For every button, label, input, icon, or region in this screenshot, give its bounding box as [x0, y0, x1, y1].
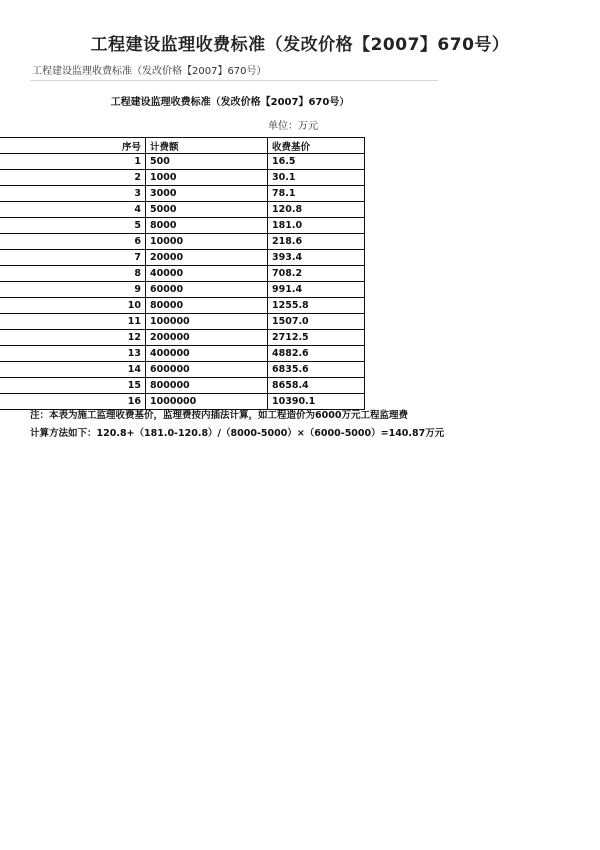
cell-amount: 200000 — [146, 330, 268, 346]
cell-price: 10390.1 — [268, 394, 365, 410]
cell-number: 14 — [0, 362, 146, 378]
table-row — [0, 154, 365, 170]
cell-amount: 20000 — [146, 250, 268, 266]
cell-amount: 1000 — [146, 170, 268, 186]
column-header-price: 收费基价 — [268, 138, 365, 154]
cell-price: 8658.4 — [268, 378, 365, 394]
cell-price: 120.8 — [268, 202, 365, 218]
table-row — [0, 314, 365, 330]
cell-number: 8 — [0, 266, 146, 282]
table-row — [0, 378, 365, 394]
column-header-number: 序号 — [0, 138, 146, 154]
page-title: 工程建设监理收费标准（发改价格【2007】670号） — [90, 35, 510, 55]
table-row — [0, 218, 365, 234]
divider — [30, 80, 438, 81]
cell-amount: 400000 — [146, 346, 268, 362]
cell-price: 393.4 — [268, 250, 365, 266]
cell-amount: 600000 — [146, 362, 268, 378]
cell-price: 1507.0 — [268, 314, 365, 330]
table-row — [0, 202, 365, 218]
fee-table-container — [0, 137, 378, 410]
cell-price: 4882.6 — [268, 346, 365, 362]
table-row — [0, 330, 365, 346]
cell-price: 78.1 — [268, 186, 365, 202]
column-header-amount: 计费额 — [146, 138, 268, 154]
cell-amount: 1000000 — [146, 394, 268, 410]
cell-number: 15 — [0, 378, 146, 394]
cell-amount: 40000 — [146, 266, 268, 282]
table-body — [0, 154, 365, 410]
table-row — [0, 298, 365, 314]
cell-number: 6 — [0, 234, 146, 250]
note-line-2: 计算方法如下：120.8+（181.0-120.8）/（8000-5000）×（6000-5000）=140.87万元 — [30, 428, 445, 439]
cell-number: 1 — [0, 154, 146, 170]
table-row — [0, 346, 365, 362]
cell-number: 2 — [0, 170, 146, 186]
cell-amount: 8000 — [146, 218, 268, 234]
cell-price: 16.5 — [268, 154, 365, 170]
cell-number: 4 — [0, 202, 146, 218]
cell-number: 12 — [0, 330, 146, 346]
table-row — [0, 282, 365, 298]
cell-amount: 3000 — [146, 186, 268, 202]
cell-price: 1255.8 — [268, 298, 365, 314]
cell-amount: 60000 — [146, 282, 268, 298]
note-line-1: 注：本表为施工监理收费基价，监理费按内插法计算，如工程造价为6000万元工程监理费 — [30, 410, 408, 421]
cell-number: 9 — [0, 282, 146, 298]
cell-number: 7 — [0, 250, 146, 266]
cell-amount: 5000 — [146, 202, 268, 218]
table-row — [0, 234, 365, 250]
table-row — [0, 170, 365, 186]
cell-amount: 500 — [146, 154, 268, 170]
cell-price: 181.0 — [268, 218, 365, 234]
cell-number: 5 — [0, 218, 146, 234]
cell-amount: 100000 — [146, 314, 268, 330]
document-subtitle: 工程建设监理收费标准（发改价格【2007】670号） — [32, 66, 267, 77]
table-row — [0, 250, 365, 266]
cell-number: 13 — [0, 346, 146, 362]
fee-table — [0, 137, 365, 410]
cell-amount: 800000 — [146, 378, 268, 394]
cell-price: 2712.5 — [268, 330, 365, 346]
table-row — [0, 266, 365, 282]
cell-price: 6835.6 — [268, 362, 365, 378]
cell-amount: 10000 — [146, 234, 268, 250]
cell-price: 30.1 — [268, 170, 365, 186]
cell-price: 991.4 — [268, 282, 365, 298]
cell-price: 218.6 — [268, 234, 365, 250]
cell-price: 708.2 — [268, 266, 365, 282]
table-row — [0, 362, 365, 378]
table-row — [0, 186, 365, 202]
cell-number: 3 — [0, 186, 146, 202]
table-header-row — [0, 138, 365, 154]
cell-number: 10 — [0, 298, 146, 314]
unit-label: 单位：万元 — [268, 121, 318, 132]
cell-amount: 80000 — [146, 298, 268, 314]
cell-number: 16 — [0, 394, 146, 410]
sheet-title: 工程建设监理收费标准（发改价格【2007】670号） — [110, 97, 350, 108]
cell-number: 11 — [0, 314, 146, 330]
